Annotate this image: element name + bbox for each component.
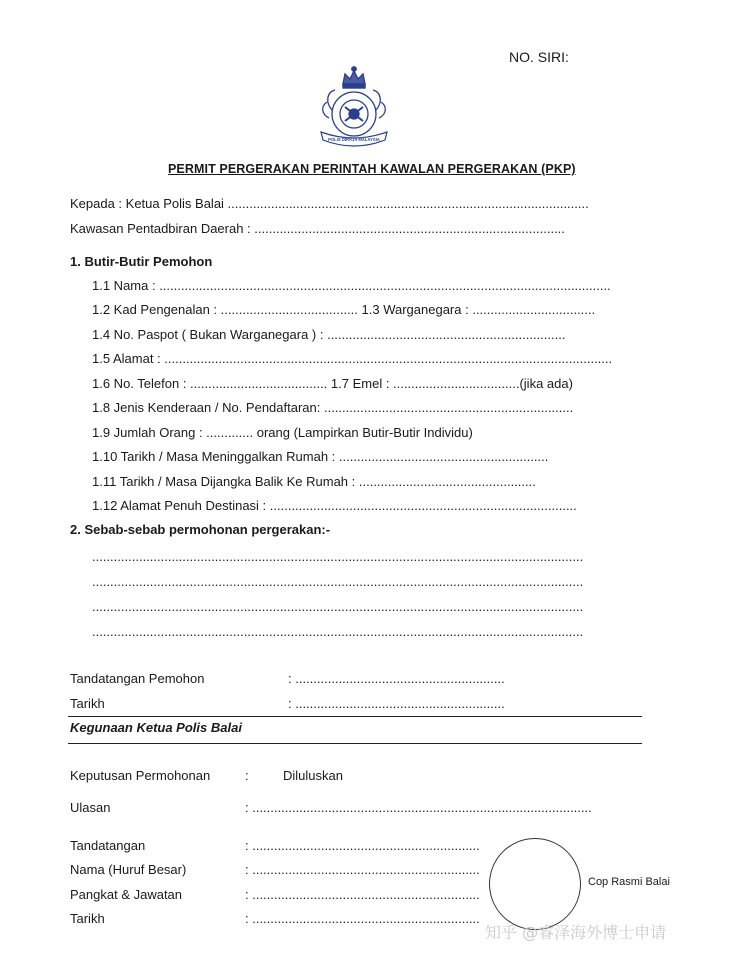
- applicant-date-field[interactable]: : ..........................................................: [288, 696, 505, 711]
- reason-line[interactable]: ........................................................................................................................................: [92, 549, 584, 564]
- watermark: 知乎 @睿泽海外博士申请: [485, 923, 667, 942]
- reason-line[interactable]: ........................................................................................................................................: [92, 624, 584, 639]
- officer-signature-label: Tandatangan: [70, 838, 146, 853]
- section-2-heading: 2. Sebab-sebab permohonan pergerakan:-: [70, 522, 331, 537]
- divider-bottom: [68, 743, 642, 744]
- district-field[interactable]: Kawasan Pentadbiran Daerah : ......................................................................................: [70, 221, 565, 236]
- vehicle-field[interactable]: 1.8 Jenis Kenderaan / No. Pendaftaran: .....................................................................: [92, 400, 574, 415]
- officer-date-field[interactable]: : ...............................................................: [245, 911, 480, 926]
- decision-label: Keputusan Permohonan: [70, 768, 211, 783]
- reason-line[interactable]: ........................................................................................................................................: [92, 599, 584, 614]
- ic-nationality-field[interactable]: 1.2 Kad Pengenalan : ...................................... 1.3 Warganegara : ..................................: [92, 302, 596, 317]
- officer-date-label: Tarikh: [70, 911, 105, 926]
- serial-number-label: NO. SIRI:: [509, 49, 569, 65]
- decision-value[interactable]: Diluluskan: [283, 768, 343, 783]
- recipient-field[interactable]: Kepada : Ketua Polis Balai ....................................................................................................: [70, 196, 589, 211]
- form-title: PERMIT PERGERAKAN PERINTAH KAWALAN PERGERAKAN (PKP): [168, 162, 576, 176]
- officer-rank-label: Pangkat & Jawatan: [70, 887, 183, 902]
- decision-colon: :: [245, 768, 249, 783]
- people-count-field[interactable]: 1.9 Jumlah Orang : ............. orang (Lampirkan Butir-Butir Individu): [92, 425, 473, 440]
- officer-name-label: Nama (Huruf Besar): [70, 862, 187, 877]
- reason-line[interactable]: ........................................................................................................................................: [92, 574, 584, 589]
- return-time-field[interactable]: 1.11 Tarikh / Masa Dijangka Balik Ke Rumah : .................................................: [92, 474, 536, 489]
- emblem-banner-text: POLIS DIRAJA MALAYSIA: [328, 137, 380, 142]
- police-emblem-icon: [315, 62, 393, 148]
- destination-field[interactable]: 1.12 Alamat Penuh Destinasi : .....................................................................................: [92, 498, 577, 513]
- phone-email-field[interactable]: 1.6 No. Telefon : ...................................... 1.7 Emel : ...................................(jika ada): [92, 376, 573, 391]
- applicant-signature-field[interactable]: : ..........................................................: [288, 671, 505, 686]
- police-use-heading: Kegunaan Ketua Polis Balai: [70, 720, 242, 735]
- section-1-heading: 1. Butir-Butir Pemohon: [70, 254, 213, 269]
- stamp-label: Cop Rasmi Balai: [588, 876, 670, 888]
- passport-field[interactable]: 1.4 No. Paspot ( Bukan Warganegara ) : ..................................................................: [92, 327, 566, 342]
- officer-signature-field[interactable]: : ...............................................................: [245, 838, 480, 853]
- applicant-signature-label: Tandatangan Pemohon: [70, 671, 205, 686]
- applicant-date-label: Tarikh: [70, 696, 105, 711]
- departure-time-field[interactable]: 1.10 Tarikh / Masa Meninggalkan Rumah : ..........................................................: [92, 449, 549, 464]
- official-stamp-circle: [489, 838, 581, 930]
- name-field[interactable]: 1.1 Nama : .............................................................................................................................: [92, 278, 611, 293]
- remarks-field[interactable]: : ..............................................................................................: [245, 800, 592, 815]
- officer-rank-field[interactable]: : ...............................................................: [245, 887, 480, 902]
- remarks-label: Ulasan: [70, 800, 111, 815]
- address-field[interactable]: 1.5 Alamat : ............................................................................................................................: [92, 351, 613, 366]
- officer-name-field[interactable]: : ...............................................................: [245, 862, 480, 877]
- divider-top: [68, 716, 642, 717]
